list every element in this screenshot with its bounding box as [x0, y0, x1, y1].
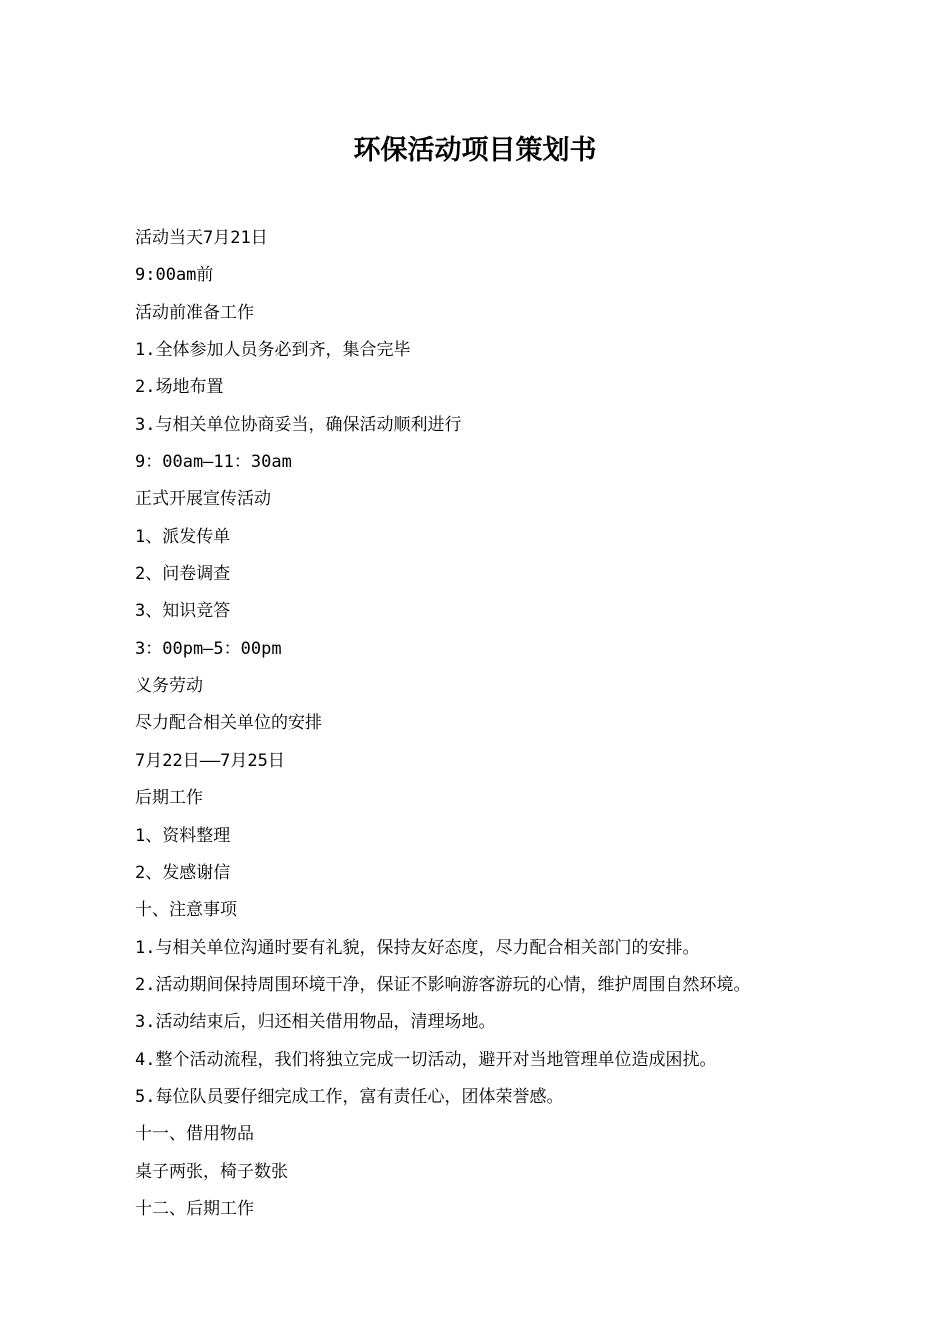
- body-line: 2.场地布置: [135, 377, 224, 398]
- body-line: 1、资料整理: [135, 825, 231, 846]
- body-line: 十一、借用物品: [135, 1124, 254, 1145]
- document-body: [135, 220, 935, 1228]
- body-line: 2.活动期间保持周围环境干净，保证不影响游客游玩的心情，维护周围自然环境。: [135, 974, 751, 995]
- document-title: 环保活动项目策划书: [353, 135, 597, 166]
- body-line: 十、注意事项: [135, 900, 237, 921]
- body-line: 4.整个活动流程，我们将独立完成一切活动，避开对当地管理单位造成困扰。: [135, 1049, 717, 1070]
- body-line: 活动前准备工作: [135, 302, 254, 323]
- body-line: 尽力配合相关单位的安排: [135, 713, 322, 734]
- body-line: 3、知识竞答: [135, 601, 231, 622]
- body-line: 3：00pm—5：00pm: [135, 638, 282, 659]
- body-line: 2、问卷调查: [135, 564, 231, 585]
- body-line: 活动当天7月21日: [135, 228, 268, 248]
- body-line: 9:00am前: [135, 265, 214, 286]
- body-line: 5.每位队员要仔细完成工作，富有责任心，团体荣誉感。: [135, 1086, 564, 1107]
- body-line: 十二、后期工作: [135, 1198, 254, 1219]
- body-line: 1.全体参加人员务必到齐，集合完毕: [135, 340, 411, 361]
- body-line: 正式开展宣传活动: [135, 489, 271, 510]
- body-line: 3.活动结束后，归还相关借用物品，清理场地。: [135, 1012, 496, 1033]
- body-line: 后期工作: [135, 788, 203, 809]
- body-line: 9：00am—11：30am: [135, 452, 292, 473]
- body-line: 7月22日——7月25日: [135, 750, 285, 771]
- body-line: 1.与相关单位沟通时要有礼貌，保持友好态度，尽力配合相关部门的安排。: [135, 937, 700, 958]
- body-line: 2、发感谢信: [135, 862, 231, 883]
- body-line: 1、派发传单: [135, 526, 231, 547]
- body-line: 义务劳动: [135, 676, 203, 697]
- body-line: 3.与相关单位协商妥当，确保活动顺利进行: [135, 414, 462, 435]
- body-line: 桌子两张，椅子数张: [135, 1161, 288, 1182]
